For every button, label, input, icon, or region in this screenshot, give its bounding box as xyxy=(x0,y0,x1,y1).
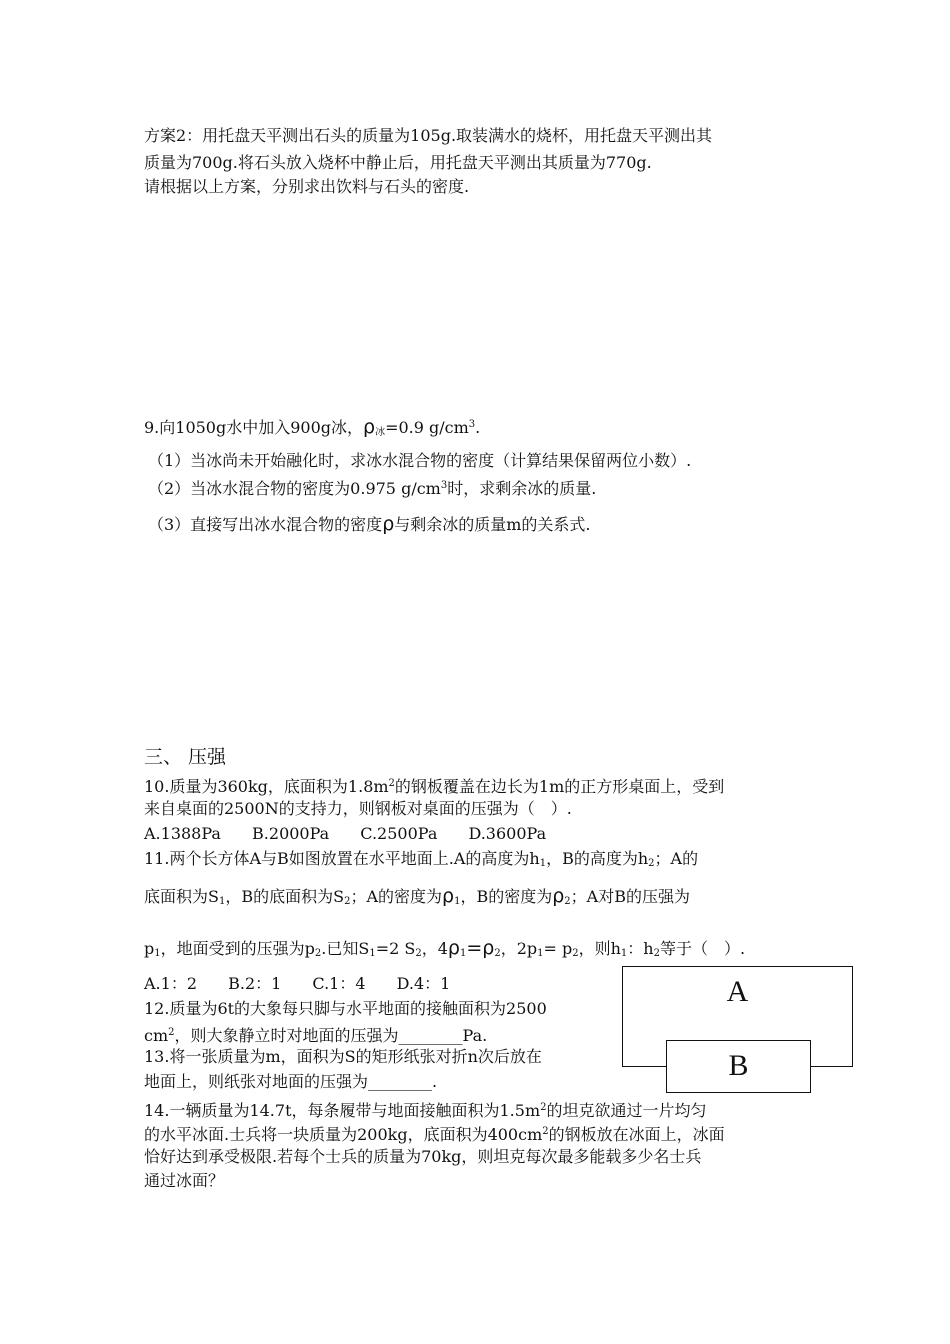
q11-option-d: D.4：1 xyxy=(396,974,451,993)
q11-line-2: 底面积为$S_1$，B的底面积为$S_2$；A的密度为$\rho_1$，B的密度为$\rho_2$；A对B的压强为 xyxy=(144,885,690,907)
block-a-label: A xyxy=(726,975,749,1008)
q10-line-2: 来自桌面的2500N的支持力，则钢板对桌面的压强为（ ）. xyxy=(144,799,572,818)
q8-line-1: 方案2：用托盘天平测出石头的质量为105g.取装满水的烧杯，用托盘天平测出其 xyxy=(144,126,713,145)
q11-options xyxy=(144,973,476,995)
q14-line-3: 恰好达到承受极限.若每个士兵的质量为70kg，则坦克每次最多能载多少名士兵 xyxy=(144,1147,702,1166)
q12-line-1: 12.质量为6t的大象每只脚与水平地面的接触面积为2500 xyxy=(144,999,547,1018)
q14-line-1: 14.一辆质量为14.7t，每条履带与地面接触面积为$1.5m^2$的坦克欲通过一片均匀 xyxy=(144,1101,707,1120)
q11-line-1: 11.两个长方体A与B如图放置在水平地面上.A的高度为$h_1$，B的高度为$h_2$；A的 xyxy=(144,849,699,869)
q13-line-2: 地面上，则纸张对地面的压强为________. xyxy=(144,1072,438,1091)
q10-option-c: C.2500Pa xyxy=(360,824,438,843)
section-title: 三、 压强 xyxy=(144,746,227,768)
q11-option-a: A.1：2 xyxy=(144,974,198,993)
q14-line-4: 通过冰面？ xyxy=(144,1171,225,1190)
q10-option-b: B.2000Pa xyxy=(252,824,330,843)
q9-part-1: （1）当冰尚未开始融化时，求冰水混合物的密度（计算结果保留两位小数）. xyxy=(148,451,692,470)
q10-option-d: D.3600Pa xyxy=(468,824,547,843)
q14-line-2: 的水平冰面.士兵将一块质量为200kg，底面积为$400cm^2$的钢板放在冰面上，冰面 xyxy=(144,1125,725,1144)
q11-line-3: $p_1$，地面受到的压强为$p_2$.已知$S_1=2$ $S_2$，$4\rho_1=\rho_2$，$2p_1= p_2$，则$h_1$：$h_2$等于（ ）. xyxy=(144,937,746,959)
q10-line-1: 10.质量为360kg，底面积为$1.8m^2$的钢板覆盖在边长为1m的正方形桌面上，受到 xyxy=(144,777,725,796)
q9-stem: 9.向1050g水中加入900g冰，$\rho_冰=0.9$ $g/cm^3$. xyxy=(144,416,481,438)
q11-option-c: C.1：4 xyxy=(312,974,366,993)
q12-line-2: $cm^2$，则大象静立时对地面的压强为________Pa. xyxy=(144,1026,488,1045)
q10-option-a: A.1388Pa xyxy=(144,824,221,843)
q8-line-3: 请根据以上方案，分别求出饮料与石头的密度. xyxy=(144,177,470,196)
q9-part-3: （3）直接写出冰水混合物的密度ρ与剩余冰的质量m的关系式. xyxy=(148,513,591,535)
q9-part-2: （2）当冰水混合物的密度为0.975 $g/cm^3$时，求剩余冰的质量. xyxy=(148,479,597,498)
block-b-label: B xyxy=(728,1049,749,1082)
q13-line-1: 13.将一张质量为m，面积为S的矩形纸张对折n次后放在 xyxy=(144,1047,542,1066)
block-b-figure xyxy=(666,1040,811,1093)
q11-option-b: B.2：1 xyxy=(228,974,282,993)
q8-line-2: 质量为700g.将石头放入烧杯中静止后，用托盘天平测出其质量为770g. xyxy=(144,153,652,172)
q10-options xyxy=(144,823,572,845)
